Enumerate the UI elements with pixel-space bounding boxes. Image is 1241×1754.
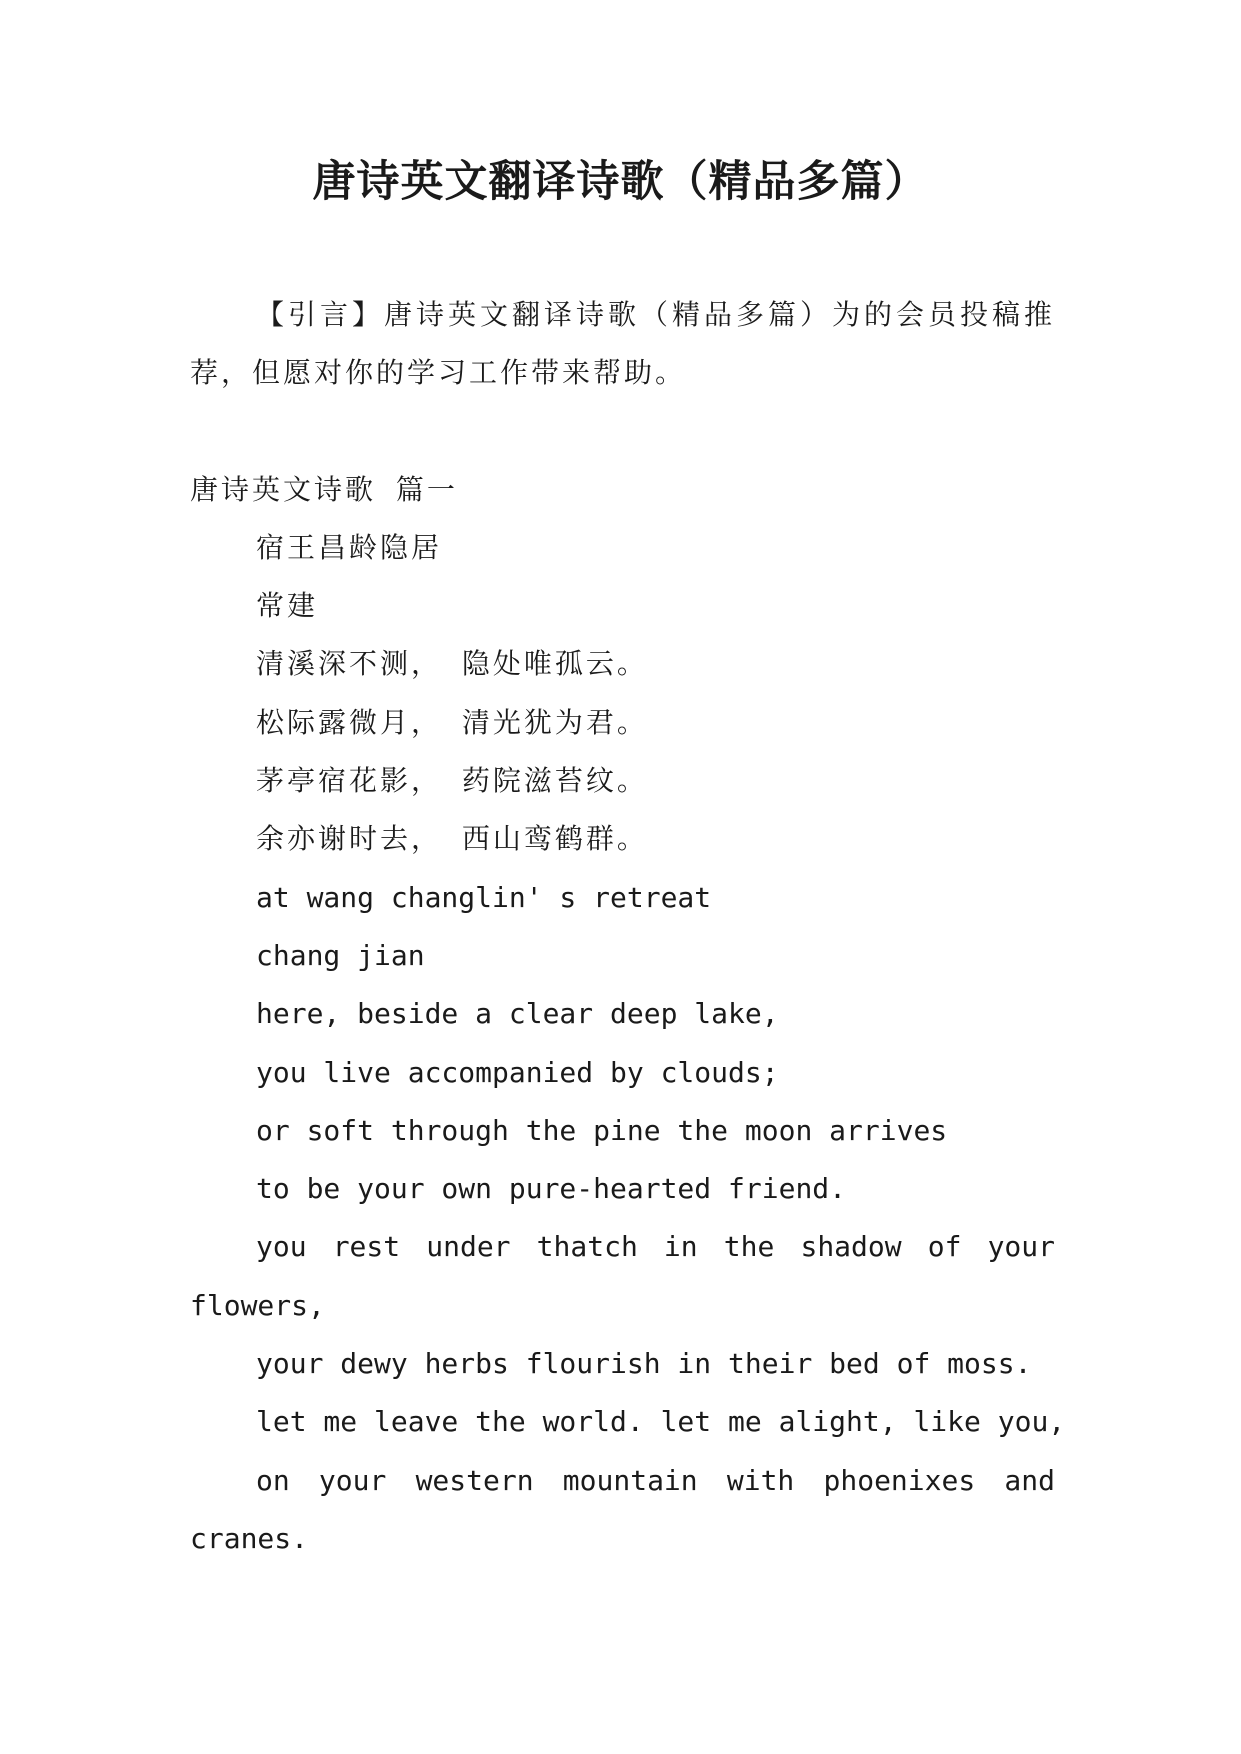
intro-paragraph: 【引言】唐诗英文翻译诗歌（精品多篇）为的会员投稿推荐，但愿对你的学习工作带来帮助。 <box>190 298 1055 390</box>
poem-line-en: or soft through the pine the moon arrives <box>256 1113 948 1147</box>
poem-line-cn: 茅亭宿花影， 药院滋苔纹。 <box>256 764 648 798</box>
poem-line-en: your dewy herbs flourish in their bed of moss. <box>256 1347 1032 1381</box>
poem-title-en: at wang changlin' s retreat <box>256 880 712 914</box>
poem-line-en: let me leave the world. let me alight, like you, <box>256 1405 1066 1439</box>
document-body <box>190 286 1066 1568</box>
poem-line-en: you live accompanied by clouds; <box>256 1055 779 1089</box>
poem-line-cn: 余亦谢时去， 西山鸾鹤群。 <box>256 822 648 856</box>
document-title: 唐诗英文翻译诗歌（精品多篇） <box>312 157 929 207</box>
poem-line-en: to be your own pure-hearted friend. <box>256 1172 847 1206</box>
poem-author-en: chang jian <box>256 938 425 972</box>
poem-title-cn: 宿王昌龄隐居 <box>256 530 443 564</box>
paragraph-gap <box>190 403 1055 461</box>
section-heading: 唐诗英文诗歌 篇一 <box>190 472 458 506</box>
poem-line-cn: 松际露微月， 清光犹为君。 <box>256 705 648 739</box>
poem-line-en: you rest under thatch in the shadow of your flowers, <box>190 1230 1055 1322</box>
poem-author-cn: 常建 <box>256 589 319 623</box>
poem-line-en: here, beside a clear deep lake, <box>256 997 779 1031</box>
poem-line-cn: 清溪深不测， 隐处唯孤云。 <box>256 647 648 681</box>
poem-line-en: on your western mountain with phoenixes and cranes. <box>190 1463 1055 1555</box>
